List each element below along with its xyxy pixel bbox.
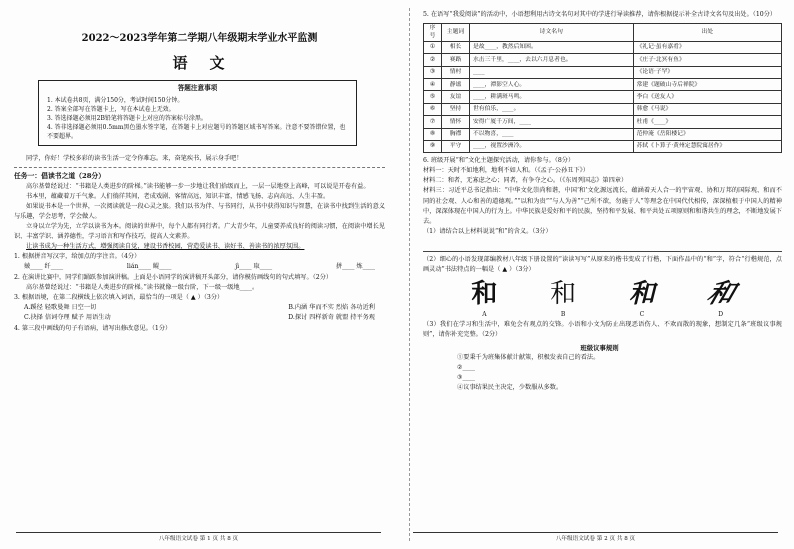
table-header: 出处 xyxy=(633,24,781,42)
table-row xyxy=(424,41,782,53)
table-header: 主题词 xyxy=(442,24,470,42)
table-cell: ⑨ xyxy=(424,140,442,152)
table-cell: ③ xyxy=(424,66,442,78)
notice-item: 2. 答案全部写在答题卡上，写在本试卷上无效。 xyxy=(47,105,175,113)
calligraphy-option-a: 和 A xyxy=(471,278,498,318)
notice-item: 1. 本试卷共8页，满分150分，考试时间150分钟。 xyxy=(47,96,184,104)
page-footer xyxy=(397,535,794,543)
reading-paragraph: 高尔基曾经说过：“书籍是人类进步的阶梯。”读书能够一步一步地让我们拾级而上，一层一层地登上高峰，可以说是开卷有益。 xyxy=(26,182,370,190)
table-cell: 范仲淹《岳阳楼记》 xyxy=(633,128,781,140)
table-cell: 水击三千里，____，去以六月息者也。 xyxy=(470,54,634,66)
table-cell: 《庄子·北冥有鱼》 xyxy=(633,54,781,66)
table-cell: 安得广厦千万间，____ xyxy=(470,116,634,128)
table-cell: 平守 xyxy=(442,140,470,152)
option-b: B.内涵 华而不实 烈焰 各功近利 xyxy=(288,303,375,311)
calligraphy-option-d: 和 D xyxy=(702,278,739,318)
table-header: 诗文名句 xyxy=(470,24,634,42)
table-cell: 友谊 xyxy=(442,91,470,103)
material-2: 材料二：和者，无寡虑之心；同者，有争夺之心。（《东周列国志》第四章） xyxy=(423,177,628,185)
table-row xyxy=(424,91,782,103)
table-cell: ____，潭影空人心。 xyxy=(470,79,634,91)
calligraphy-option-b: 和 B xyxy=(550,278,577,318)
table-cell: 情怀 xyxy=(442,116,470,128)
table-cell: 苏轼《卜算子·黄州定慧院寓居作》 xyxy=(633,140,781,152)
table-cell: ____，视置沙洲冷。 xyxy=(470,140,634,152)
reading-paragraph: 书本里，蕴藏着万千气象。人们徜徉其间，老成戏剧、客情高远，知识丰富，情感飞扬、志向高远、人生丰盈。 xyxy=(26,192,330,200)
question-3: 3. 根据语境，在第二段横线上依次填入词语，最恰当的一项是（ ▲ ）（3分） xyxy=(14,293,224,301)
table-cell: 坚持 xyxy=(442,103,470,115)
table-cell: 常建《题破山寺后禅院》 xyxy=(633,79,781,91)
calligraphy-options xyxy=(445,278,760,320)
option-c: C.抉择 信词夺理 赋予 用语生动 xyxy=(24,314,111,322)
table-cell: 相长 xyxy=(442,41,470,53)
exam-title: 2022～2023学年第二学期八年级期末学业水平监测 xyxy=(81,33,318,44)
table-cell: ⑤ xyxy=(424,91,442,103)
option-a: A.蹊径 轻歌曼舞 日空一切 xyxy=(24,303,97,311)
question-2-text: 高尔基曾经说过：“书籍是人类进步的阶梯。”读书就像一级台阶，下一级一级地____。 xyxy=(26,283,259,291)
intro-text: 同学，你好！学校多彩的读书生活一定令你难忘。来，奋笔疾书，展示身手吧！ xyxy=(26,154,243,162)
table-cell: 《论语·子罕》 xyxy=(633,66,781,78)
table-cell: ⑦ xyxy=(424,116,442,128)
pinyin-item: 皴____ 纤____ xyxy=(24,263,64,271)
footer-text: 八年级语文试卷 第 2 页 共 8 页 xyxy=(555,535,636,542)
table-cell: 赛路 xyxy=(442,54,470,66)
table-row xyxy=(424,79,782,91)
rule-item: ①要秉千为班集体献计献策，积极发表自己的看法。 xyxy=(457,353,600,361)
table-cell: 情村 xyxy=(442,66,470,78)
rule-item: ④议事结果民主决定，少数服从多数。 xyxy=(457,383,563,391)
question-6-2: （2）细心的小语发现部编教材八年级下册设置的“读读写写”从原来的楷书变成了行楷，下面作品中的“和”字，符合“行楷规范，点画灵动”书法特点的一幅是（ ▲ ）（3分） xyxy=(423,255,782,273)
question-6-1: （1）请结合以上材料说说“和”的含义。（3分） xyxy=(423,227,552,235)
table-cell: 韩愈《马说》 xyxy=(633,103,781,115)
table-row xyxy=(424,66,782,78)
rule-item: ③____ xyxy=(457,373,475,381)
table-cell: 是故____，教然后知困。 xyxy=(470,41,634,53)
question-6: 6. 班级开展“和”文化主题探究活动，请你参与。（8分） xyxy=(423,157,575,165)
reading-paragraph: 如果说书本是一个世界，一次阅读就是一段心灵之旅。我们以书为伴、与书同行，从书中获得知识与智慧，在读书中找到生活的意义与乐趣，学会思考，学会做人。 xyxy=(14,202,385,220)
table-cell: ① xyxy=(424,41,442,53)
class-rules xyxy=(457,343,742,393)
table-cell: ⑥ xyxy=(424,103,442,115)
poetry-table xyxy=(423,23,782,153)
table-cell: 杜甫《____》 xyxy=(633,116,781,128)
table-cell: ____，耕满斑马鸣。 xyxy=(470,91,634,103)
question-2: 2. 在演讲比赛中，同学们踊跃参加演讲稿。上面是小语同学的演讲稿开头部分，请你模仿画线句的句式填写。（2分） xyxy=(14,273,333,281)
options-row xyxy=(14,313,385,324)
notice-heading: 答题注意事项 xyxy=(177,84,218,93)
subject-title: 语文 xyxy=(172,53,247,72)
exam-page-2 xyxy=(397,0,794,549)
page-footer xyxy=(0,535,397,543)
table-row xyxy=(424,103,782,115)
question-5: 5. 在语写“我爱阅读”的活动中，小语想利用古诗文名句对其中的学进行导读推荐，请你根据提示补全古诗文名句及出处。（10分） xyxy=(423,11,777,18)
table-cell: 不以物喜，____ xyxy=(470,128,634,140)
table-row xyxy=(424,128,782,140)
table-cell: 静谧 xyxy=(442,79,470,91)
table-cell: 世有伯乐，____。 xyxy=(470,103,634,115)
rules-title: 班级议事规则 xyxy=(580,343,619,352)
answer-notice-box xyxy=(38,80,357,146)
calligraphy-option-c: 和 C xyxy=(628,278,655,318)
material-1: 材料一：天时不如地利，地利不如人和。（《孟子·公孙丑下》） xyxy=(423,167,589,175)
table-cell: ____ xyxy=(470,66,634,78)
table-cell: ④ xyxy=(424,79,442,91)
task-heading: 任务一：倡读书之道（28分） xyxy=(14,171,106,180)
table-header: 序号 xyxy=(424,24,442,42)
options-row xyxy=(14,303,385,314)
underlined-sentence: 让读书成为一种生活方式，增强阅读自觉，建设书香校园，营造爱读书、读好书、善读书的浓厚氛围。 xyxy=(26,242,305,250)
table-cell: ⑧ xyxy=(424,128,442,140)
footer-text: 八年级语文试卷 第 1 页 共 8 页 xyxy=(158,535,239,542)
table-row xyxy=(424,140,782,152)
question-4: 4. 第三段中画线的句子有语病，请写出修改意见。（1分） xyxy=(14,324,172,332)
table-cell: 胸襟 xyxy=(442,128,470,140)
table-cell: ② xyxy=(424,54,442,66)
notice-item: 3. 答选择题必须用2B铅笔将答题卡上对应的答案标号涂黑。 xyxy=(47,114,207,122)
question-1: 1. 根据拼音写汉字，给加点的字注音。（4分） xyxy=(14,253,141,261)
question-6-3: （3）我们在学习和生活中，难免会有观点的交锋。小语和小文为防止出现恶语伤人、不欢而散的现象，想制定几条“班级议事规则”，请你补充完整。（2分） xyxy=(423,320,782,338)
reading-paragraph: 立身以立学为先，立学以读书为本。阅读的世界中，每个人都有同行者。广大青少年，儿童要养成良好的阅读习惯，在阅读中增长见识、丰富学识、涵养德性，学习语言和写作技巧，提高人文素养。 xyxy=(14,222,385,240)
material-3: 材料三：习近平总书记指出：“中华文化崇尚和谐，中国‘和’文化源远流长，蕴涵着天人合一的宇宙观、协和万邦的国际观、和而不同的社会观、人心和善的道德观。”“以和为贵”“与人为善”“己所不欲，勿施于人”等理念在中国代代相传，深深植根于中国人的精神中，深深体现在中国人的行为上。中华民族是爱好和平的民族，坚持和平发展、和平共处五项原则和和谐共生的理念，不断地发展下去。 xyxy=(423,187,782,225)
table-cell: 李白《送友人》 xyxy=(633,91,781,103)
table-row xyxy=(424,54,782,66)
pinyin-item: lián____ 鲲____ xyxy=(126,263,172,271)
table-cell: 《礼记·虽有嘉肴》 xyxy=(633,41,781,53)
notice-item: 4. 答非选择题必须用0.5mm黑色墨水签字笔，在答题卡上对应题号的答题区域书写答案。注意不要答错位置，也不要超界。 xyxy=(47,123,346,140)
pinyin-item: 拼____ 炼____ xyxy=(335,263,375,271)
rule-item: ②____ xyxy=(457,363,475,371)
pinyin-item: jì____ 取____ xyxy=(235,263,273,271)
option-d: D.探讨 四样新奇 就盟 持平务观 xyxy=(288,314,375,322)
pinyin-row xyxy=(14,262,385,273)
table-row xyxy=(424,116,782,128)
